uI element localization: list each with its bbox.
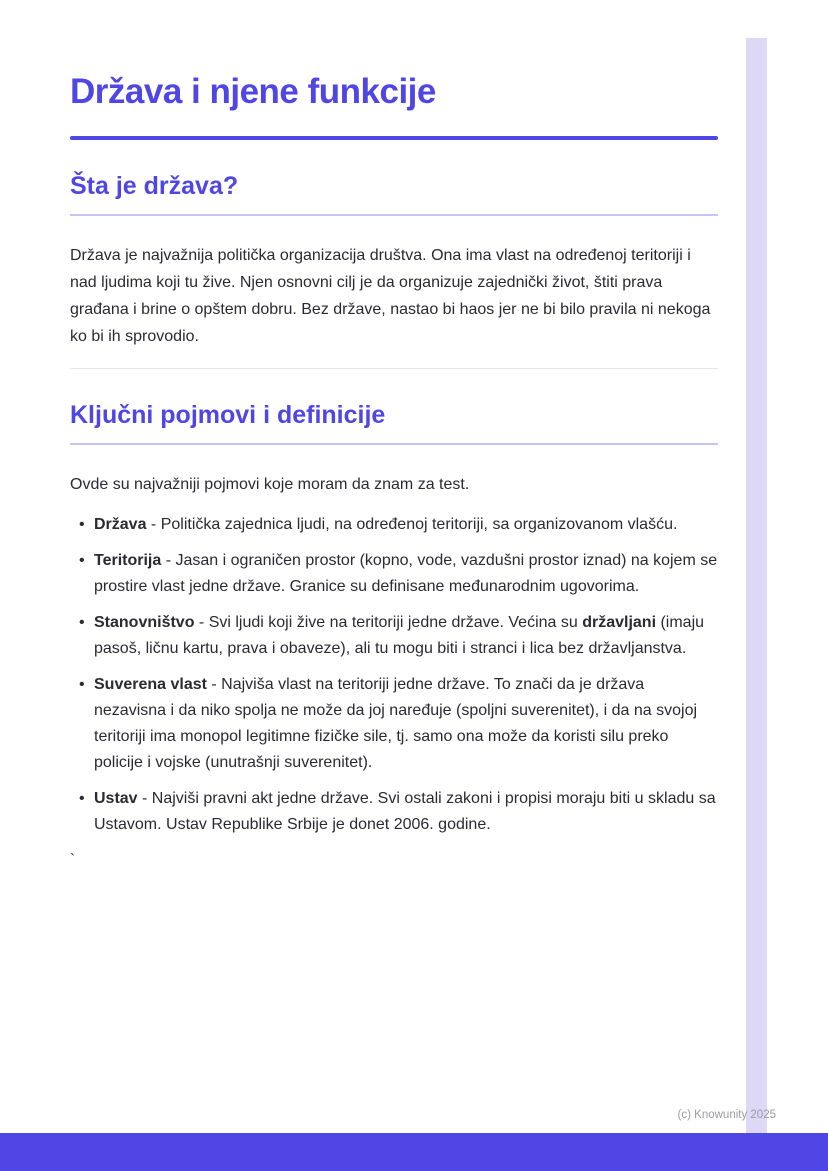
document-content (70, 0, 718, 870)
title-rule (70, 136, 718, 140)
term-name: Država (94, 516, 147, 533)
bottom-bar (0, 1133, 828, 1171)
term-item-drzava (94, 512, 718, 538)
section-heading-key-terms: Ključni pojmovi i definicije (70, 401, 718, 445)
section-divider (70, 368, 718, 369)
term-definition: - Politička zajednica ljudi, na određenoj teritoriji, sa organizovanom vlašću. (146, 516, 678, 533)
stray-backtick: ` (70, 851, 75, 868)
term-definition: - Jasan i ograničen prostor (kopno, vode, vazdušni prostor iznad) na kojem se prostire vlast jedne države. Granice su definisane međunarodnim ugovorima. (94, 552, 718, 595)
footer-credit: (c) Knowunity 2025 (677, 1109, 776, 1121)
page-title: Država i njene funkcije (70, 72, 436, 111)
term-name: Teritorija (94, 552, 162, 569)
term-item-suverena-vlast (94, 672, 718, 776)
term-item-ustav (94, 786, 718, 838)
term-definition: - Najviša vlast na teritoriji jedne države. To znači da je država nezavisna i da niko spolja ne može da joj naređuje (spoljni suverenitet), i da na svojoj teritoriji ima monopol legitimne fizičke sile, tj. samo ona može da koristi silu preko policije i vojske (unutrašnji suverenitet). (94, 676, 698, 771)
term-item-stanovnistvo (94, 610, 718, 662)
term-definition: - Najviši pravni akt jedne države. Svi ostali zakoni i propisi moraju biti u skladu sa Ustavom. Ustav Republike Srbije je donet 2006. godine. (94, 790, 716, 833)
term-item-teritorija (94, 548, 718, 600)
term-definition-part: - Svi ljudi koji žive na teritoriji jedne države. Većina su (194, 614, 583, 631)
section-heading-what-is-state: Šta je država? (70, 172, 718, 216)
term-name: Stanovništvo (94, 614, 195, 631)
term-name: Ustav (94, 790, 138, 807)
section-intro: Ovde su najvažniji pojmovi koje moram da znam za test. (70, 476, 470, 493)
term-inline-bold: državljani (582, 614, 657, 631)
term-name: Suverena vlast (94, 676, 207, 693)
section-what-is-state (70, 172, 718, 350)
section-key-terms (70, 401, 718, 870)
section-paragraph: Država je najvažnija politička organizacija društva. Ona ima vlast na određenoj teritoriji i nad ljudima koji tu žive. Njen osnovni cilj je da organizuje zajednički život, štiti prava građana i brine o opštem dobru. Bez države, nastao bi haos jer ne bi bilo pravila ni nekoga ko bi ih sprovodio. (70, 247, 711, 345)
side-stripe (746, 38, 767, 1133)
term-definition-part: (imaju pasoš, ličnu kartu, prava i obaveze), ali tu mogu biti i stranci i lica bez državljanstva. (94, 614, 705, 657)
terms-list (70, 512, 718, 838)
